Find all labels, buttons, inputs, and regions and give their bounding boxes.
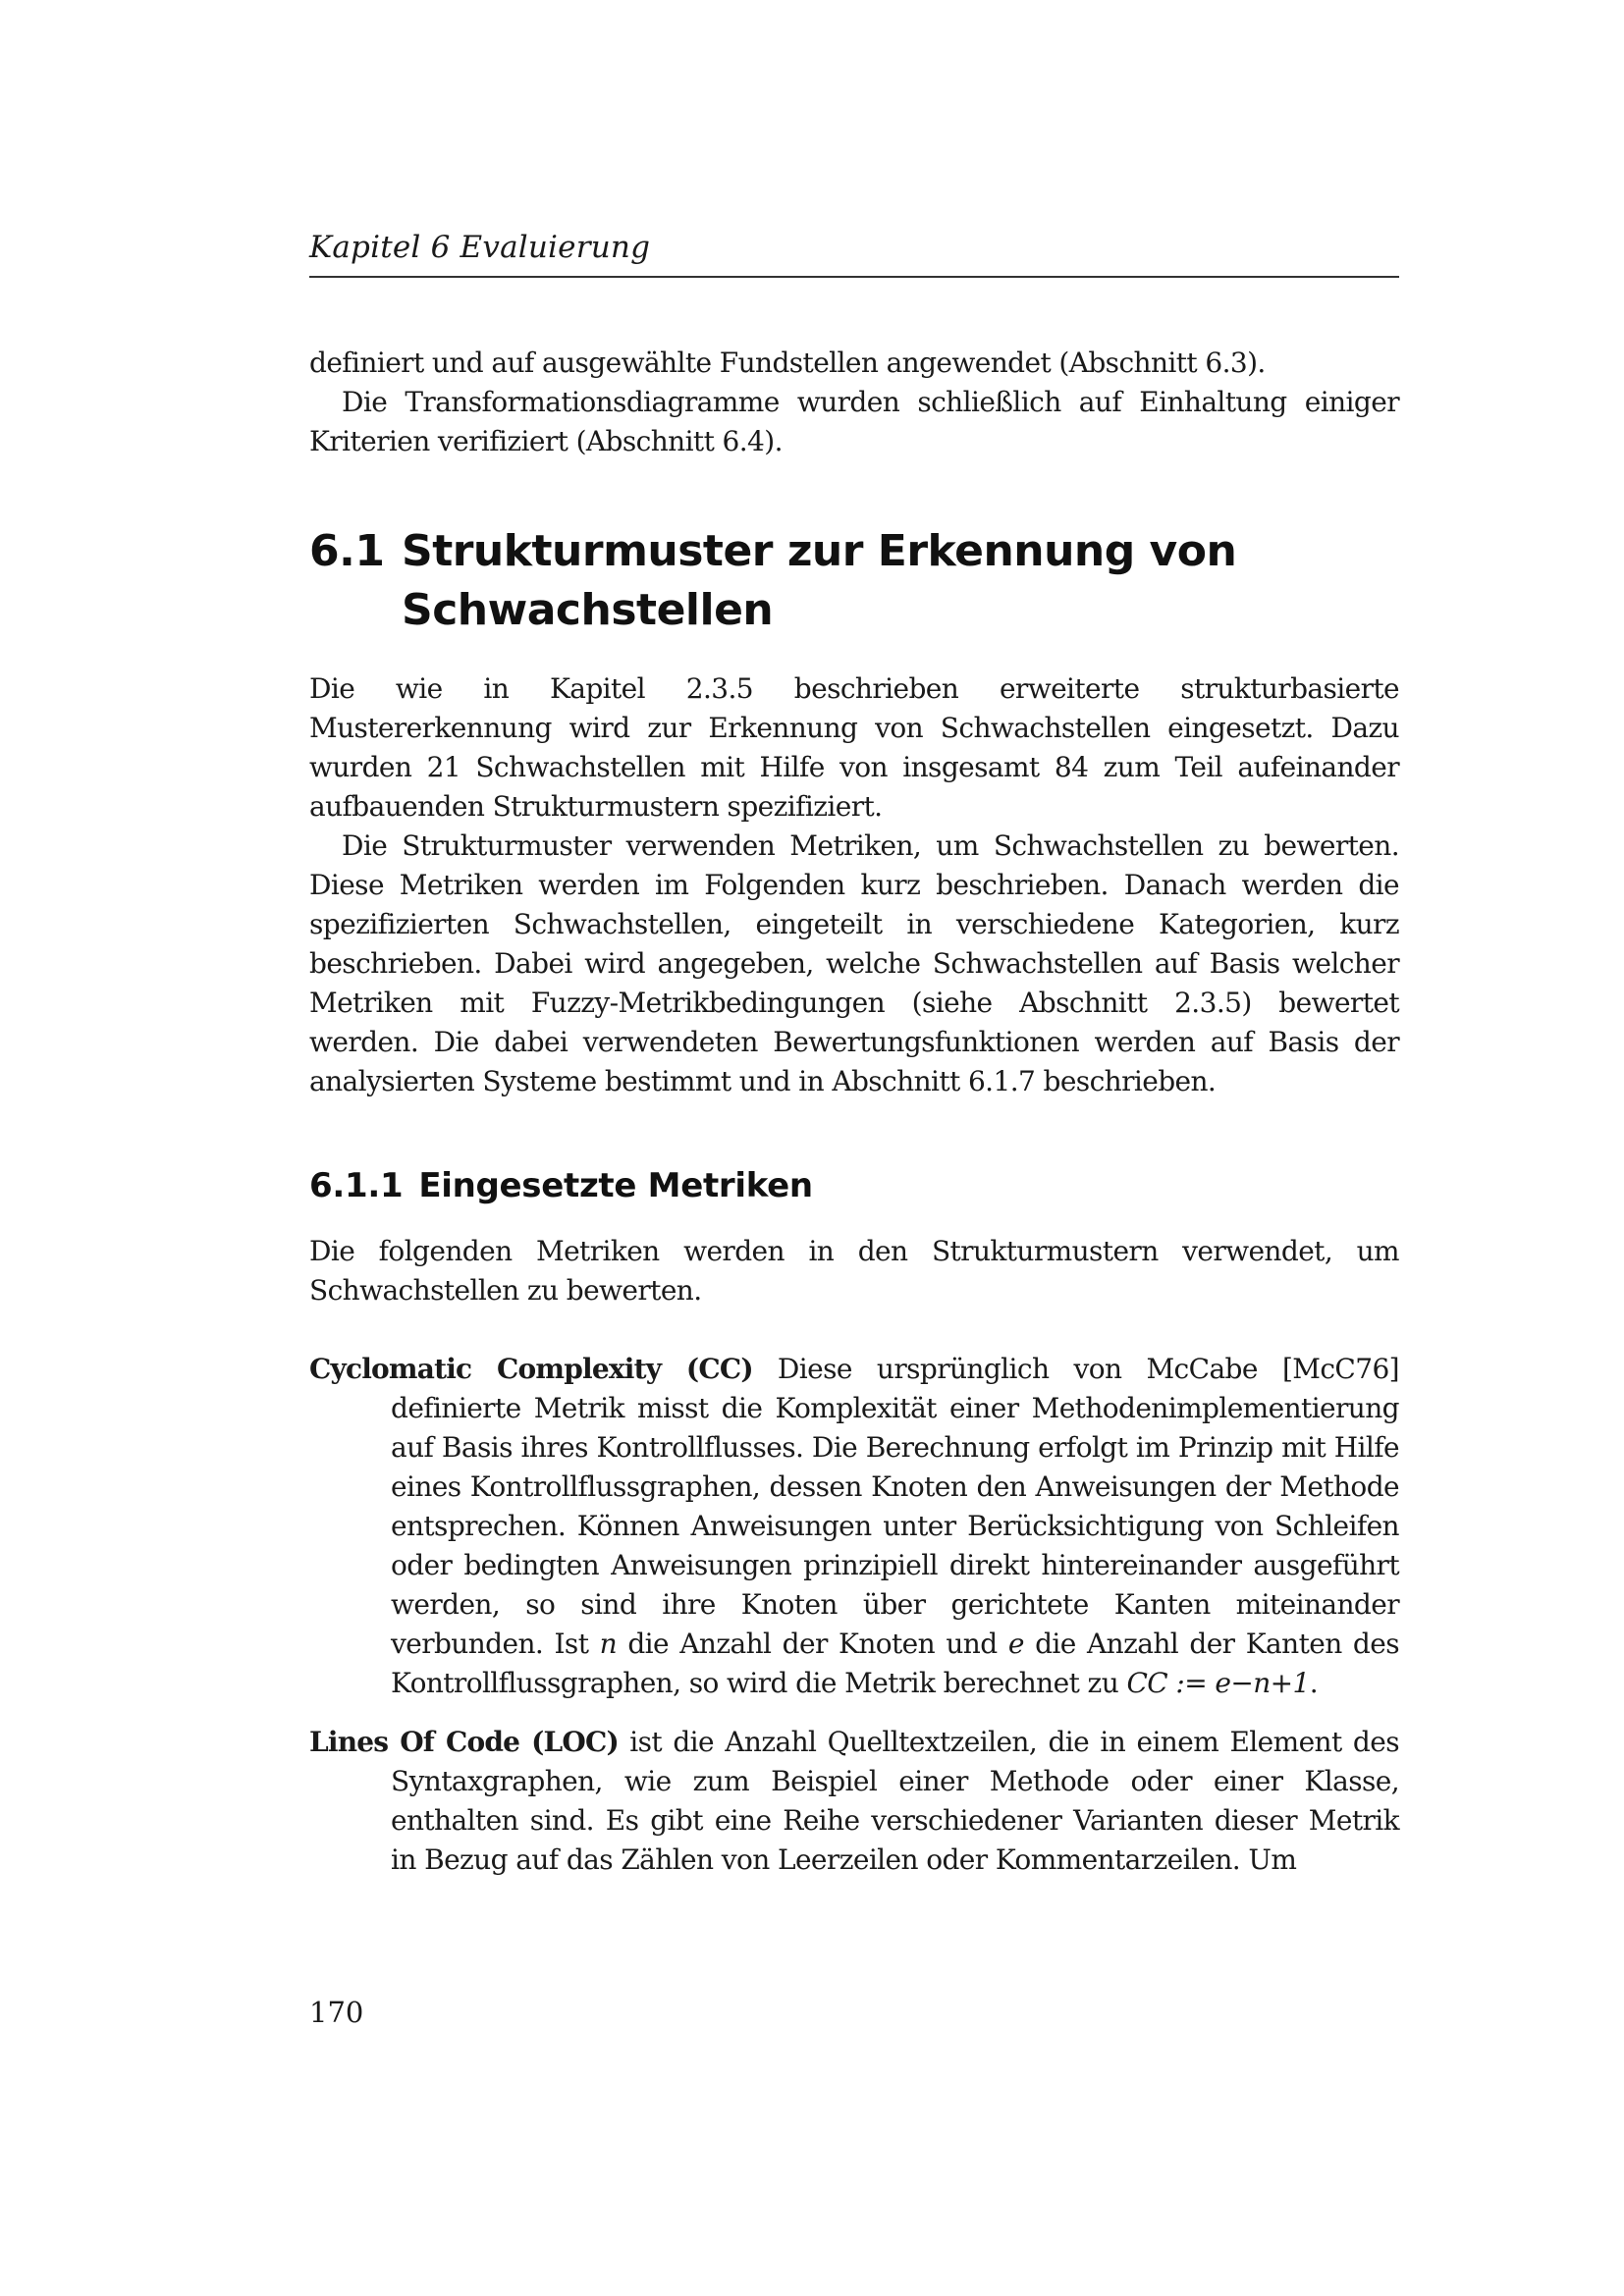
metric-cc	[309, 1350, 1399, 1703]
subsection-intro-paragraph: Die folgenden Metriken werden in den Strukturmustern verwendet, um Schwachstellen zu bewerten.	[309, 1235, 1399, 1307]
subsection-intro	[309, 1232, 1399, 1310]
metric-list	[309, 1350, 1399, 1703]
section-paragraph-2: Die Strukturmuster verwenden Metriken, um Schwachstellen zu bewerten. Diese Metriken werden im Folgenden kurz beschrieben. Danach werden die spezifizierten Schwachstellen, eingeteilt in verschiedene Kategorien, kurz beschrieben. Dabei wird angegeben, welche Schwachstellen auf Basis welcher Metriken mit Fuzzy-Metrikbedingungen (siehe Abschnitt 2.3.5) bewertet werden. Die dabei verwendeten Bewertungsfunktionen werden auf Basis der analysierten Systeme bestimmt und in Abschnitt 6.1.7 beschrieben.	[309, 829, 1399, 1097]
metric-loc-text: ist die Anzahl Quelltextzeilen, die in einem Element des Syntaxgraphen, wie zum Beispiel einer Methode oder einer Klasse, enthalten sind. Es gibt eine Reihe verschiedener Varianten dieser Metrik in Bezug auf das Zählen von Leerzeilen oder Kommentarzeilen. Um	[391, 1726, 1399, 1876]
page-number: 170	[309, 1996, 364, 2029]
intro-line: definiert und auf ausgewählte Fundstellen angewendet (Abschnitt 6.3).	[309, 347, 1266, 379]
intro-paragraph: Die Transformationsdiagramme wurden schließlich auf Einhaltung einiger Kriterien verifiziert (Abschnitt 6.4).	[309, 386, 1399, 457]
metric-cc-formula: CC := e−n+1	[1126, 1667, 1310, 1699]
header-rule	[309, 276, 1399, 278]
section-number: 6.1	[309, 526, 385, 576]
metric-cc-var-n: n	[599, 1628, 618, 1660]
metric-cc-term: Cyclomatic Complexity (CC)	[309, 1353, 753, 1385]
intro-text	[309, 344, 1399, 461]
metric-list-2	[309, 1723, 1399, 1880]
metric-loc-term: Lines Of Code (LOC)	[309, 1726, 619, 1758]
subsection-heading	[309, 1164, 1399, 1207]
subsection-number: 6.1.1	[309, 1166, 404, 1205]
section-body	[309, 669, 1399, 1101]
section-heading	[309, 522, 1399, 640]
section-title-line-1: Strukturmuster zur Erkennung von	[402, 526, 1237, 576]
metric-loc	[309, 1723, 1399, 1880]
running-header: Kapitel 6 Evaluierung	[309, 230, 651, 265]
section-paragraph-1: Die wie in Kapitel 2.3.5 beschrieben erweiterte strukturbasierte Mustererkennung wird zur Erkennung von Schwachstellen eingesetzt. Dazu wurden 21 Schwachstellen mit Hilfe von insgesamt 84 zum Teil aufeinander aufbauenden Strukturmustern spezifiziert.	[309, 672, 1399, 823]
metric-cc-text-mid: die Anzahl der Knoten und	[627, 1628, 998, 1660]
metric-cc-text-formula-lead: die Anzahl der Kanten des Kontrollflussgraphen, so wird die Metrik berechnet zu	[391, 1628, 1399, 1699]
metric-cc-text: Diese ursprünglich von McCabe [McC76] definierte Metrik misst die Komplexität einer Methodenimplementierung auf Basis ihres Kontrollflusses. Die Berechnung erfolgt im Prinzip mit Hilfe eines Kontrollflussgraphen, dessen Knoten den Anweisungen der Methode entsprechen. Können Anweisungen unter Berücksichtigung von Schleifen oder bedingten Anweisungen prinzipiell direkt hintereinander ausgeführt werden, so sind ihre Knoten über gerichtete Kanten miteinander verbunden. Ist	[391, 1353, 1399, 1660]
metric-cc-var-e: e	[1007, 1628, 1024, 1660]
subsection-title: Eingesetzte Metriken	[418, 1166, 813, 1205]
section-title-line-2: Schwachstellen	[402, 585, 774, 635]
metric-cc-period: .	[1309, 1667, 1319, 1699]
